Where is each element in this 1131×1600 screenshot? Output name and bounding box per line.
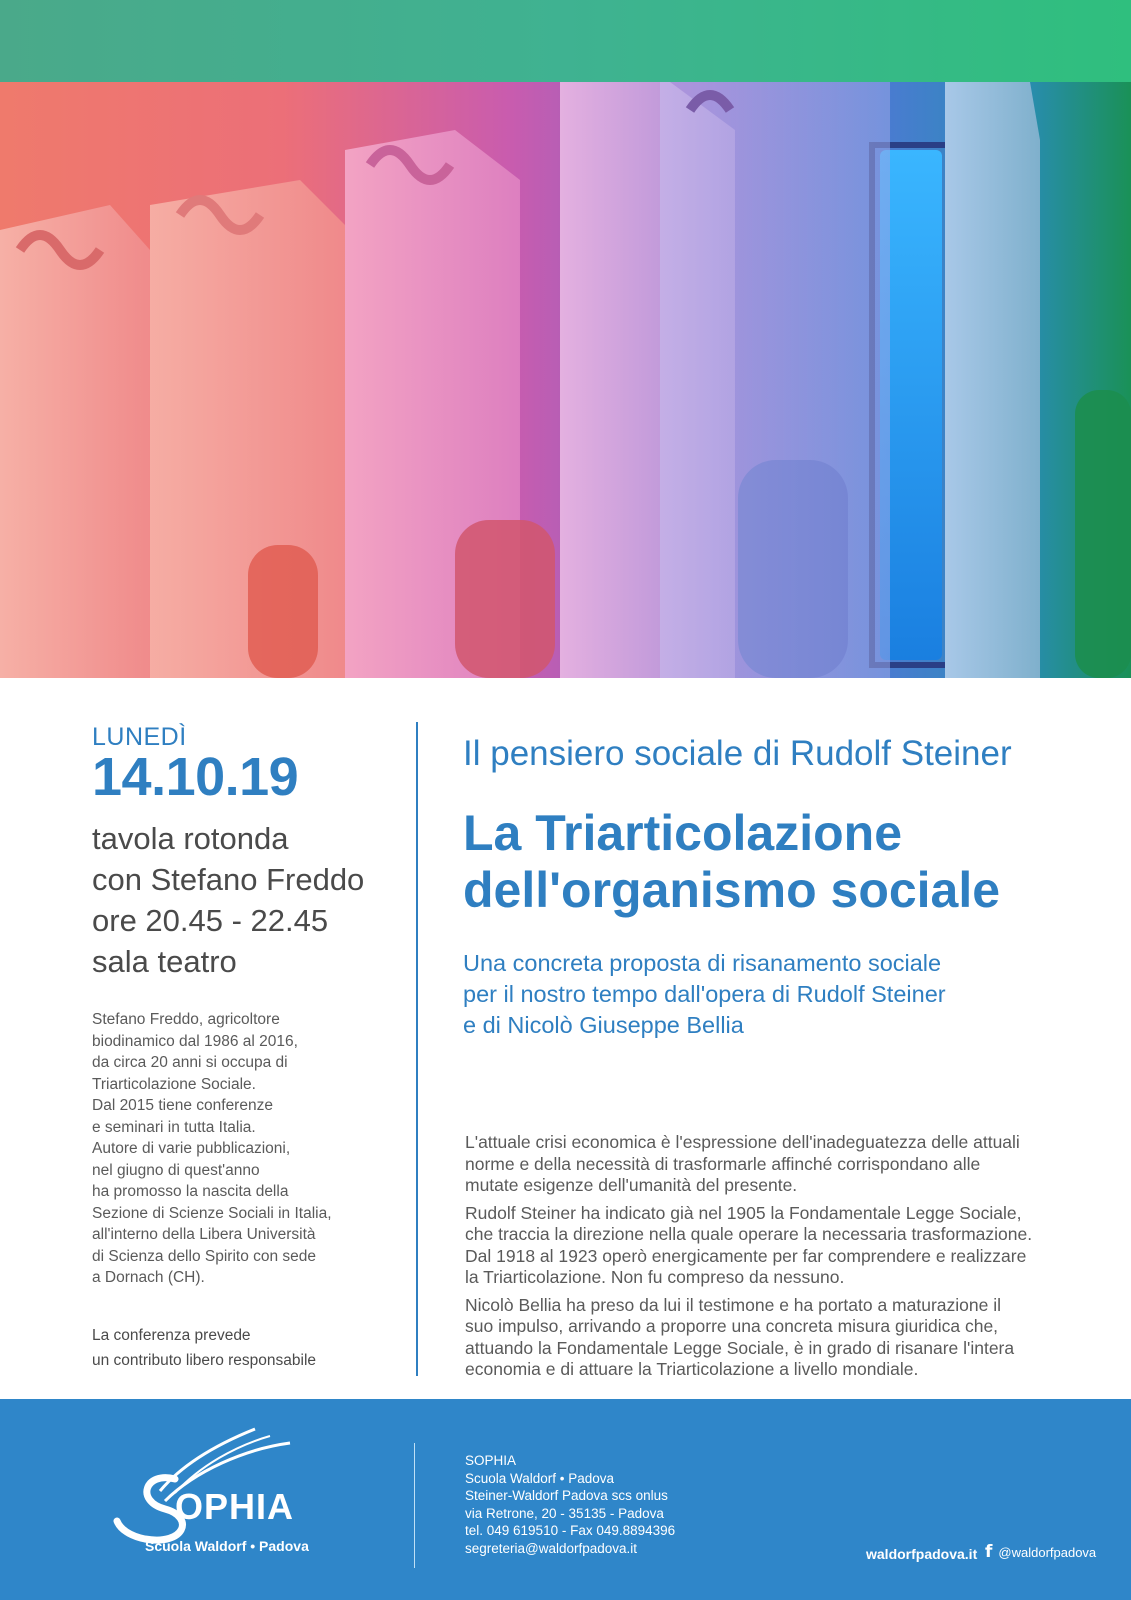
bio-line: nel giugno di quest'anno [92,1161,260,1179]
bio-line: ha promosso la nascita della [92,1183,289,1200]
contact-line: SOPHIA [465,1453,517,1468]
contact-email: segreteria@waldorfpadova.it [465,1540,638,1556]
colored-pillars-image [0,0,1131,678]
bio-line: Stefano Freddo, agricoltore [92,1011,280,1028]
contact-line: via Retrone, 20 - 35135 - Padova [465,1505,664,1521]
sophia-logo-icon [105,1421,315,1571]
footer-divider [414,1443,415,1568]
event-details [92,724,392,982]
event-kind: tavola rotonda [92,821,289,856]
facebook-handle [985,1542,1096,1562]
talk-header [463,733,1103,1041]
paragraph-line: che traccia la direzione nella quale operare la necessaria trasformazione. [465,1224,1033,1244]
contact-line: tel. 049 619510 - Fax 049.8894396 [465,1523,676,1539]
talk-title [463,805,1103,919]
paragraph-line: L'attuale crisi economica è l'espressione dell'inadeguatezza delle attuali [465,1132,1020,1152]
contact-line: Steiner-Waldorf Padova scs onlus [465,1488,668,1504]
lead-line: per il nostro tempo dall'opera di Rudolf Steiner [463,981,946,1007]
talk-subtitle: Il pensiero sociale di Rudolf Steiner [463,734,1012,773]
paragraph-line: Nicolò Bellia ha preso da lui il testimone e ha portato a maturazione il [465,1294,1001,1315]
paragraph [465,1203,1105,1289]
lead-line: e di Nicolò Giuseppe Bellia [463,1012,744,1038]
paragraph-line: economia e di attuare la Triarticolazione a livello mondiale. [465,1359,919,1379]
footer [0,1399,1131,1600]
talk-description [465,1132,1105,1387]
bio-line: da circa 20 anni si occupa di [92,1054,288,1071]
facebook-icon: f [985,1542,993,1562]
contact-info [465,1452,675,1558]
paragraph-line: suo impulso, arrivando a proporre una concreta misura giuridica che, [465,1316,999,1336]
paragraph-line: norme e della necessità di trasformarle affinché corrispondano alle [465,1153,981,1174]
bio-line: a Dornach (CH). [92,1269,205,1286]
event-date: 14.10.19 [92,747,299,807]
note-line: un contributo libero responsabile [92,1352,317,1369]
website-link: waldorfpadova.it [866,1546,978,1562]
event-time: ore 20.45 - 22.45 [92,903,329,938]
bio-line: Triarticolazione Sociale. [92,1075,256,1093]
facebook-handle-text: @waldorfpadova [998,1544,1097,1560]
paragraph-line: attuando la Fondamentale Legge Sociale, è in grado di risanare l'intera [465,1337,1015,1358]
bio-line: di Scienza dello Spirito con sede [92,1247,317,1265]
bio-line: e seminari in tutta Italia. [92,1118,256,1136]
event-day: LUNEDÌ [92,723,187,751]
hero-image [0,0,1131,678]
paragraph-line: la Triarticolazione. Non fu compreso da nessuno. [465,1267,845,1287]
talk-lead [463,948,1103,1041]
talk-title-line: dell'organismo sociale [463,862,1001,918]
paragraph [465,1295,1105,1381]
bio-line: all'interno della Libera Università [92,1226,316,1243]
talk-title-line: La Triarticolazione [463,805,903,861]
paragraph [465,1132,1105,1197]
paragraph-line: mutate esigenze dell'umanità del presente. [465,1175,798,1195]
logo-tagline: Scuola Waldorf • Padova [145,1538,309,1554]
lead-line: Una concreta proposta di risanamento sociale [463,950,942,976]
bio-line: Dal 2015 tiene conferenze [92,1097,273,1114]
paragraph-line: Rudolf Steiner ha indicato già nel 1905 la Fondamentale Legge Sociale, [465,1202,1022,1223]
contribution-note [92,1323,392,1373]
note-line: La conferenza prevede [92,1327,251,1344]
event-speaker: con Stefano Freddo [92,862,365,897]
contact-line: Scuola Waldorf • Padova [465,1470,615,1486]
bio-line: Autore di varie pubblicazioni, [92,1140,291,1157]
logo-wordmark: OPHIA [175,1486,295,1527]
column-divider [416,722,418,1376]
bio-line: Sezione di Scienze Sociali in Italia, [92,1204,332,1222]
paragraph-line: Dal 1918 al 1923 operò energicamente per far comprendere e realizzare [465,1245,1027,1266]
bio-line: biodinamico dal 1986 al 2016, [92,1032,298,1050]
event-info [92,818,392,982]
event-room: sala teatro [92,944,237,979]
speaker-bio [92,1009,392,1289]
